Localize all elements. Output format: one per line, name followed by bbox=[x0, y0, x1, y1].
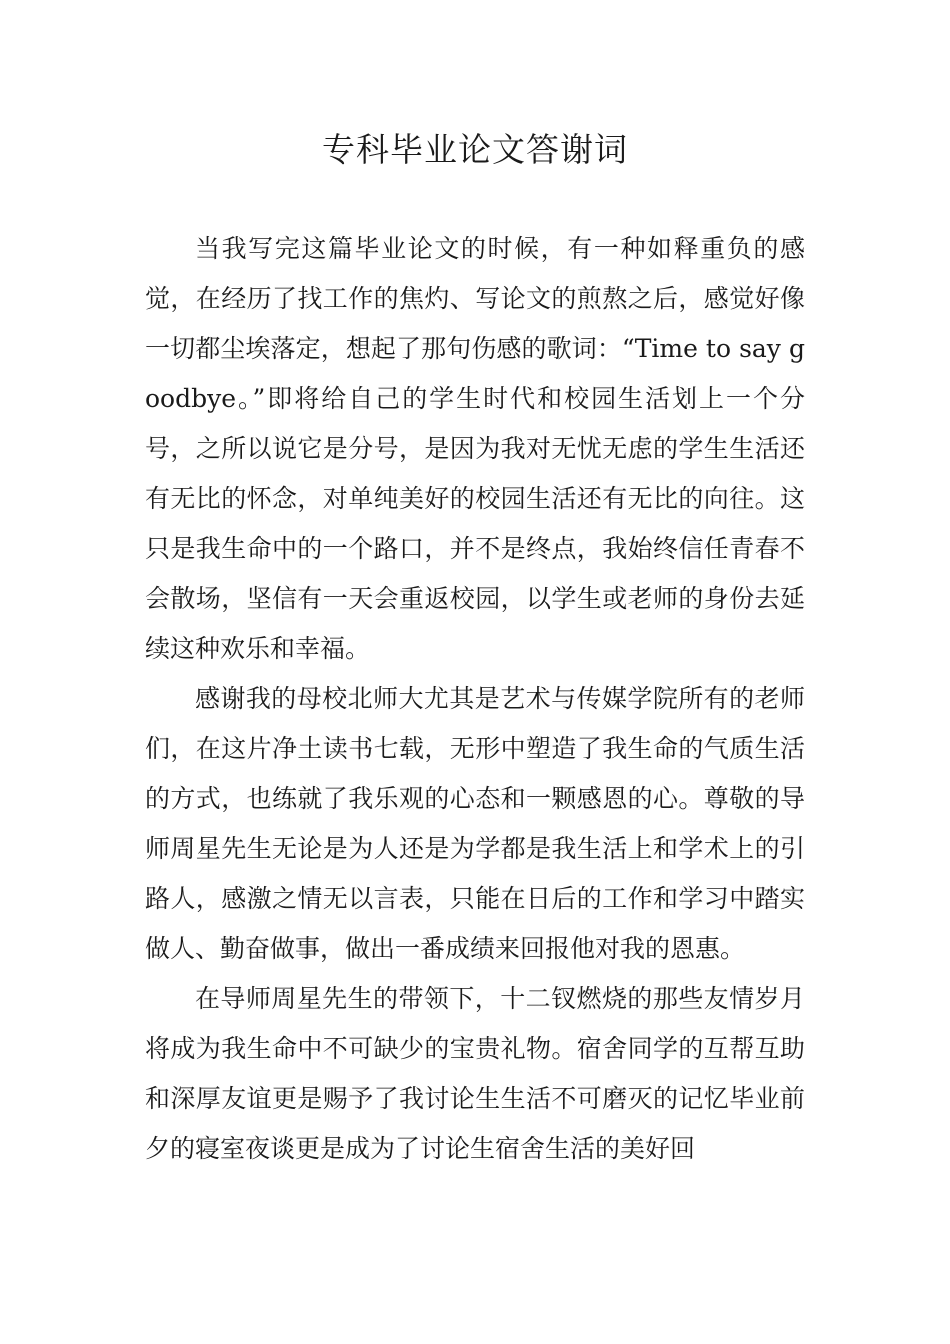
document-title: 专科毕业论文答谢词 bbox=[322, 130, 628, 169]
paragraph: 当我写完这篇毕业论文的时候，有一种如释重负的感觉，在经历了找工作的焦灼、写论文的煎熬之后，感觉好像一切都尘埃落定，想起了那句伤感的歌词：“Time to say goodbye。”即将给自己的学生时代和校园生活划上一个分号，之所以说它是分号，是因为我对无忧无虑的学生生活还有无比的怀念，对单纯美好的校园生活还有无比的向往。这只是我生命中的一个路口，并不是终点，我始终信任青春不会散场，坚信有一天会重返校园，以学生或老师的身份去延续这种欢乐和幸福。 bbox=[145, 234, 805, 663]
paragraph: 在导师周星先生的带领下，十二钗燃烧的那些友情岁月将成为我生命中不可缺少的宝贵礼物。宿舍同学的互帮互助和深厚友谊更是赐予了我讨论生生活不可磨灭的记忆毕业前夕的寝室夜谈更是成为了讨论生宿舍生活的美好回 bbox=[145, 984, 805, 1163]
paragraph: 感谢我的母校北师大尤其是艺术与传媒学院所有的老师们，在这片净土读书七载，无形中塑造了我生命的气质生活的方式，也练就了我乐观的心态和一颗感恩的心。尊敬的导师周星先生无论是为人还是为学都是我生活上和学术上的引路人，感激之情无以言表，只能在日后的工作和学习中踏实做人、勤奋做事，做出一番成绩来回报他对我的恩惠。 bbox=[145, 684, 805, 963]
document-body bbox=[145, 224, 805, 1174]
